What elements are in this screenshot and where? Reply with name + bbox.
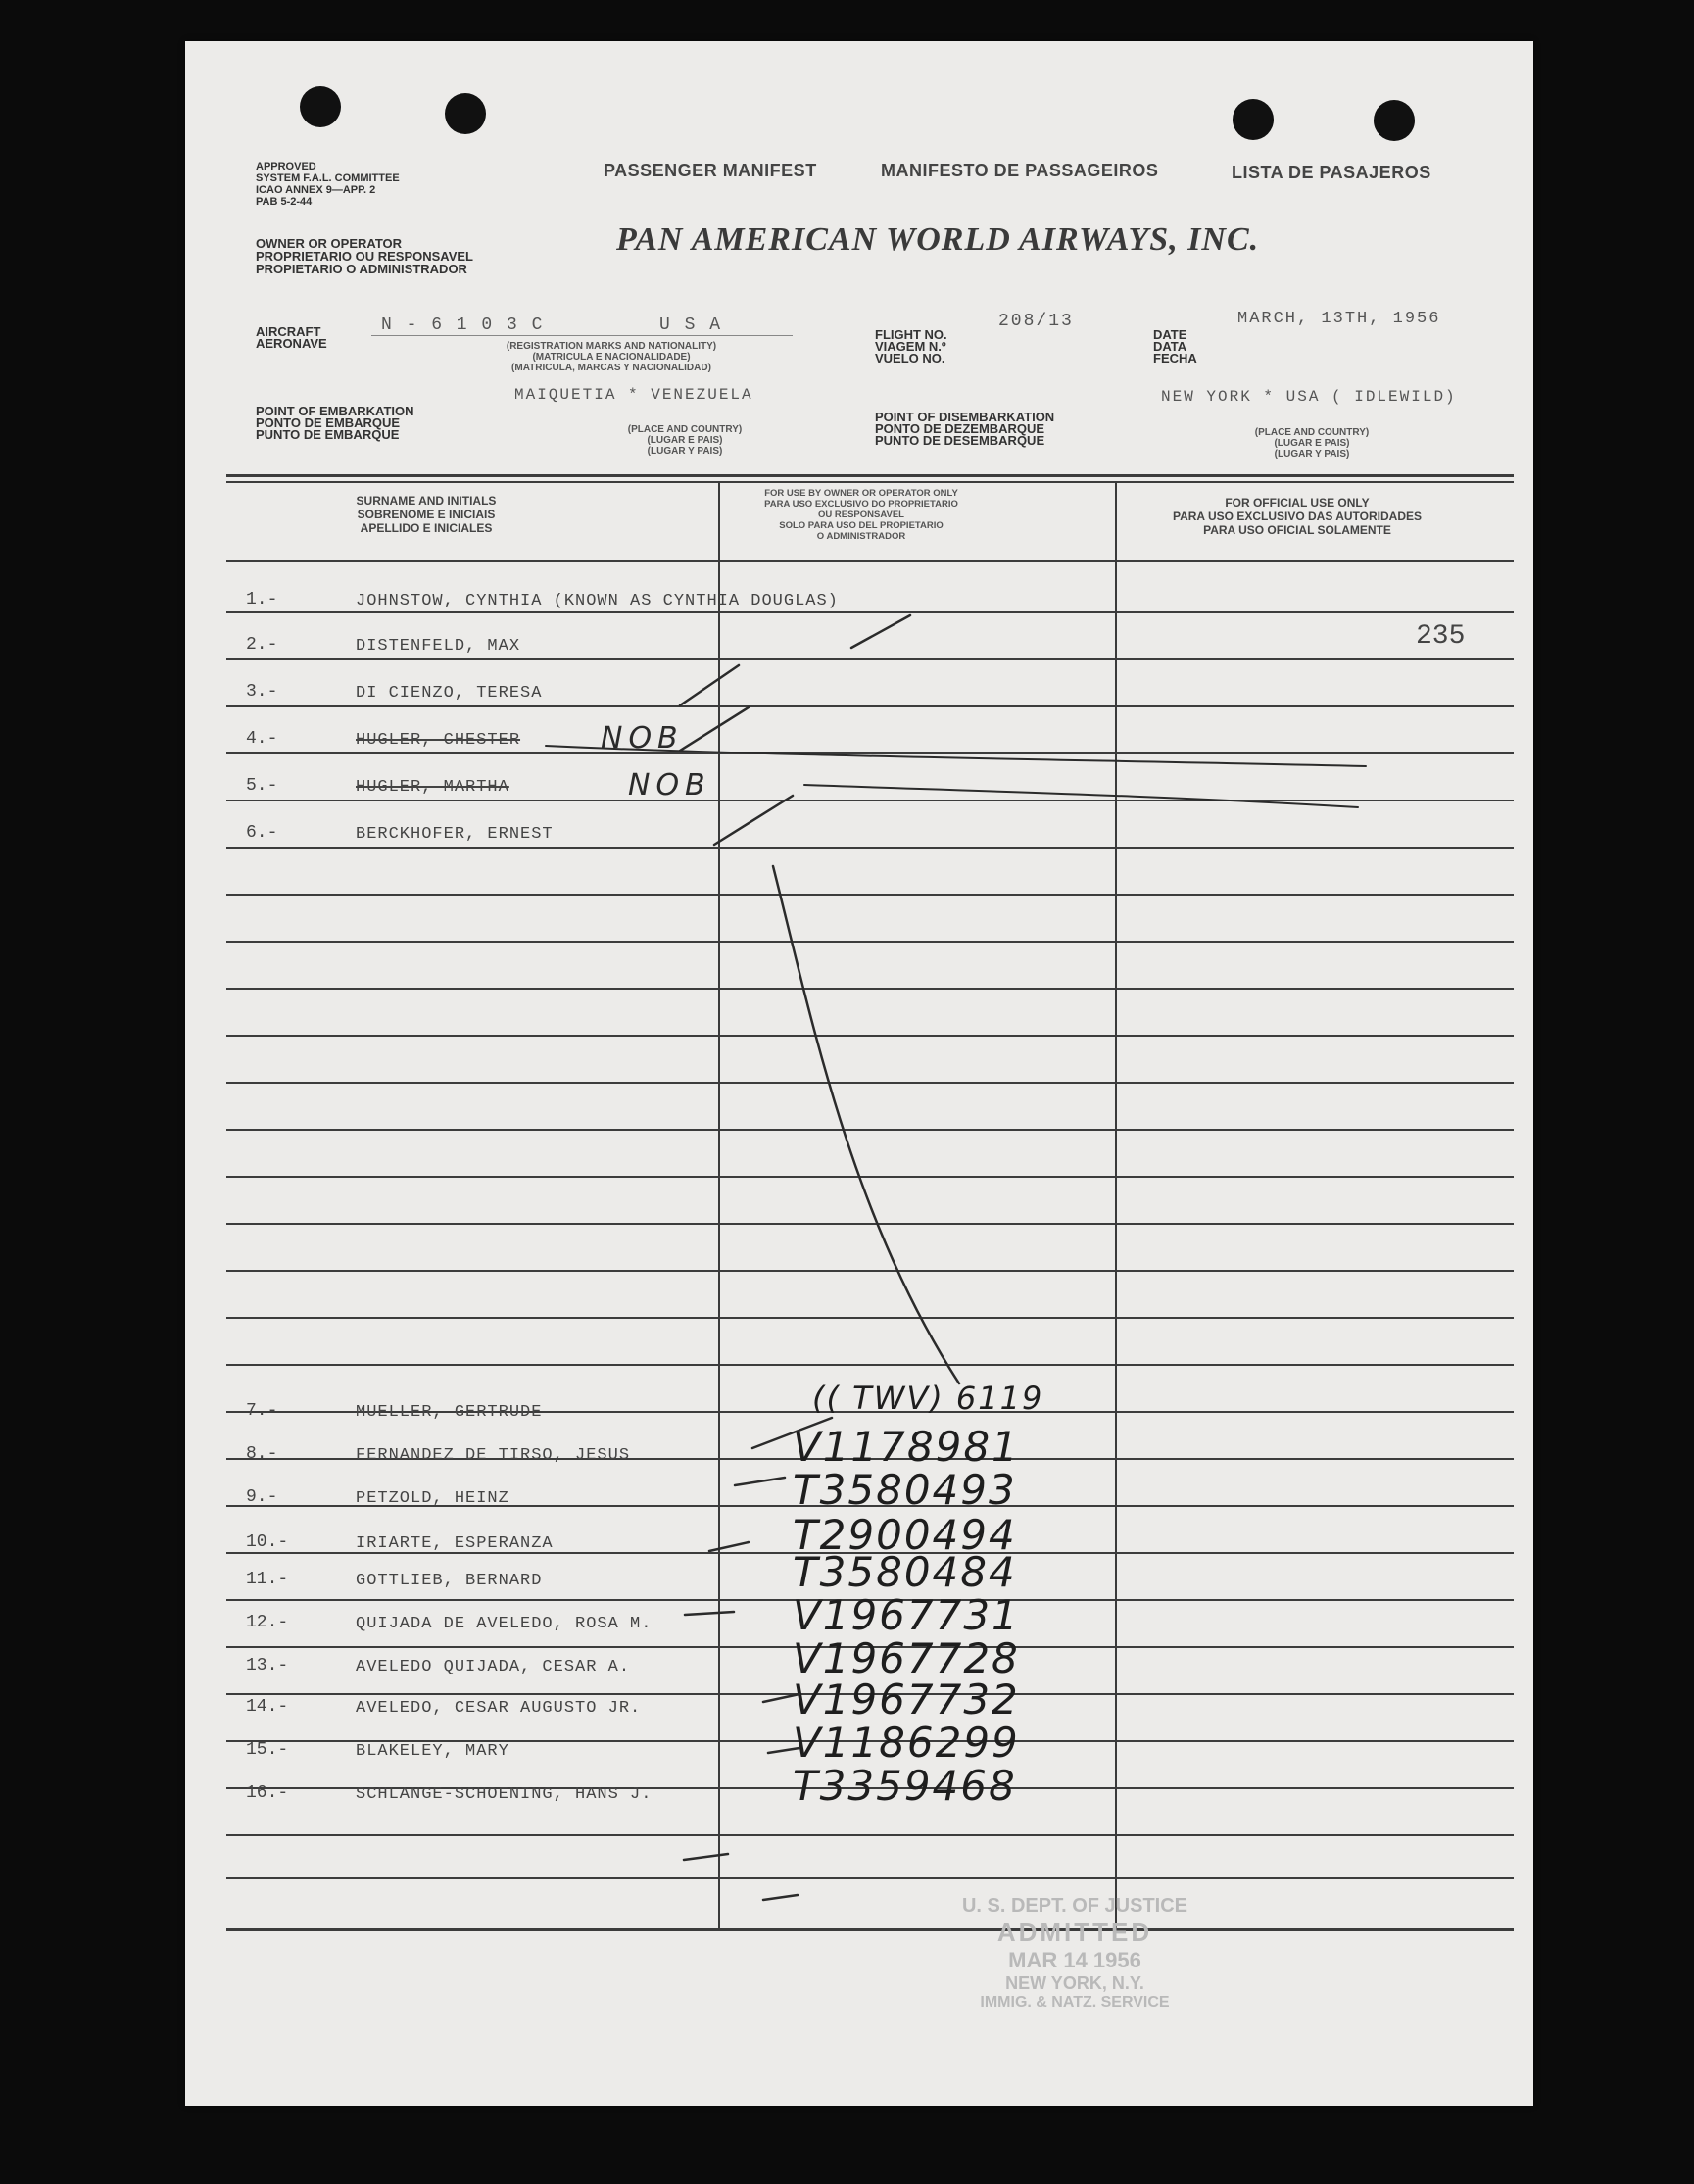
airline-name: PAN AMERICAN WORLD AIRWAYS, INC. xyxy=(616,221,1260,258)
aircraft-label: AIRCRAFT AERONAVE xyxy=(256,324,327,351)
approval-block: APPROVED SYSTEM F.A.L. COMMITTEE ICAO ANNEX 9—APP. 2 PAB 5-2-44 xyxy=(256,161,400,208)
passenger-name: QUIJADA DE AVELEDO, ROSA M. xyxy=(356,1615,653,1633)
passenger-name: AVELEDO, CESAR AUGUSTO JR. xyxy=(356,1699,642,1718)
passenger-note: NOB xyxy=(601,721,684,755)
title-en: PASSENGER MANIFEST xyxy=(604,161,817,180)
passenger-name: BERCKHOFER, ERNEST xyxy=(356,825,554,844)
disembarkation-value: NEW YORK * USA ( IDLEWILD) xyxy=(1161,388,1457,406)
passenger-name: GOTTLIEB, BERNARD xyxy=(356,1572,543,1590)
official-note: 235 xyxy=(1416,621,1466,652)
embarkation-label: POINT OF EMBARKATION PONTO DE EMBARQUE PUNTO DE EMBARQUE xyxy=(256,404,414,442)
passenger-number: 9.- xyxy=(246,1487,278,1507)
passenger-name: AVELEDO QUIJADA, CESAR A. xyxy=(356,1658,631,1676)
passenger-number: 12.- xyxy=(246,1613,289,1632)
passenger-number: 16.- xyxy=(246,1783,289,1803)
passenger-name: JOHNSTOW, CYNTHIA (KNOWN AS CYNTHIA DOUGLAS) xyxy=(356,592,839,610)
passenger-name: DI CIENZO, TERESA xyxy=(356,684,543,703)
admission-stamp: U. S. DEPT. OF JUSTICE ADMITTED MAR 14 1956 NEW YORK, N.Y. IMMIG. & NATZ. SERVICE xyxy=(961,1895,1188,2011)
passenger-name: IRIARTE, ESPERANZA xyxy=(356,1534,554,1553)
aircraft-registration: N - 6 1 0 3 C xyxy=(381,315,545,335)
passenger-number: 2.- xyxy=(246,635,278,655)
passenger-number: 10.- xyxy=(246,1532,289,1552)
passenger-visa-number: V1967732 xyxy=(793,1675,1020,1723)
embarkation-caption: (PLACE AND COUNTRY) (LUGAR E PAIS) (LUGAR Y PAIS) xyxy=(627,424,743,457)
aircraft-caption: (REGISTRATION MARKS AND NATIONALITY) (MATRICULA E NACIONALIDADE) (MATRICULA, MARCAS Y NACIONALIDAD) xyxy=(506,341,717,373)
passenger-name: FERNANDEZ DE TIRSO, JESUS xyxy=(356,1446,631,1465)
passenger-visa-number: T3580484 xyxy=(793,1548,1017,1596)
passenger-number: 1.- xyxy=(246,590,278,609)
passenger-number: 13.- xyxy=(246,1656,289,1675)
column-header-official: FOR OFFICIAL USE ONLY PARA USO EXCLUSIVO DAS AUTORIDADES PARA USO OFICIAL SOLAMENTE xyxy=(1172,496,1423,537)
passenger-name: PETZOLD, HEINZ xyxy=(356,1489,509,1508)
passenger-visa-number: T3359468 xyxy=(793,1762,1017,1810)
passenger-number: 11.- xyxy=(246,1570,289,1589)
passenger-number: 15.- xyxy=(246,1740,289,1760)
disembarkation-caption: (PLACE AND COUNTRY) (LUGAR E PAIS) (LUGAR Y PAIS) xyxy=(1254,427,1370,460)
disembarkation-label: POINT OF DISEMBARKATION PONTO DE DEZEMBARQUE PUNTO DE DESEMBARQUE xyxy=(875,410,1055,448)
passenger-visa-number: (( TWV) 6119 xyxy=(812,1380,1044,1417)
passenger-visa-number: V1178981 xyxy=(793,1423,1020,1471)
passenger-name: MUELLER, GERTRUDE xyxy=(356,1403,543,1422)
flight-label: FLIGHT NO. VIAGEM N.º VUELO NO. xyxy=(875,327,947,365)
title-es: LISTA DE PASAJEROS xyxy=(1232,163,1431,182)
flight-number: 208/13 xyxy=(998,312,1074,331)
column-header-operator: FOR USE BY OWNER OR OPERATOR ONLY PARA USO EXCLUSIVO DO PROPRIETARIO OU RESPONSAVEL SOLO PARA USO DEL PROPIETARIO O ADMINISTRADOR xyxy=(764,488,958,542)
passenger-name: BLAKELEY, MARY xyxy=(356,1742,509,1761)
flight-date: MARCH, 13TH, 1956 xyxy=(1237,310,1441,328)
passenger-visa-number: T2900494 xyxy=(793,1511,1017,1559)
passenger-visa-number: V1186299 xyxy=(793,1719,1020,1767)
passenger-name: HUGLER, CHESTER xyxy=(356,731,521,750)
passenger-number: 8.- xyxy=(246,1444,278,1464)
title-pt: MANIFESTO DE PASSAGEIROS xyxy=(881,161,1159,180)
passenger-visa-number: T3580493 xyxy=(793,1466,1017,1514)
passenger-number: 4.- xyxy=(246,729,278,749)
owner-label: OWNER OR OPERATOR PROPRIETARIO OU RESPONSAVEL PROPIETARIO O ADMINISTRADOR xyxy=(256,236,473,276)
aircraft-nationality: U S A xyxy=(659,315,723,335)
passenger-number: 3.- xyxy=(246,682,278,702)
passenger-note: NOB xyxy=(628,768,711,802)
pencil-marks xyxy=(185,41,1533,2106)
passenger-visa-number: V1967728 xyxy=(793,1634,1020,1682)
passenger-number: 7.- xyxy=(246,1401,278,1421)
passenger-name: HUGLER, MARTHA xyxy=(356,778,509,797)
passenger-name: DISTENFELD, MAX xyxy=(356,637,521,655)
passenger-number: 14.- xyxy=(246,1697,289,1717)
embarkation-value: MAIQUETIA * VENEZUELA xyxy=(514,386,753,404)
passenger-name: SCHLANGE-SCHOENING, HANS J. xyxy=(356,1785,653,1804)
column-header-names: SURNAME AND INITIALS SOBRENOME E INICIAIS APELLIDO E INICIALES xyxy=(356,494,497,535)
passenger-number: 5.- xyxy=(246,776,278,796)
passenger-visa-number: V1967731 xyxy=(793,1591,1020,1639)
passenger-number: 6.- xyxy=(246,823,278,843)
date-label: DATE DATA FECHA xyxy=(1153,327,1197,365)
manifest-page xyxy=(185,41,1533,2106)
